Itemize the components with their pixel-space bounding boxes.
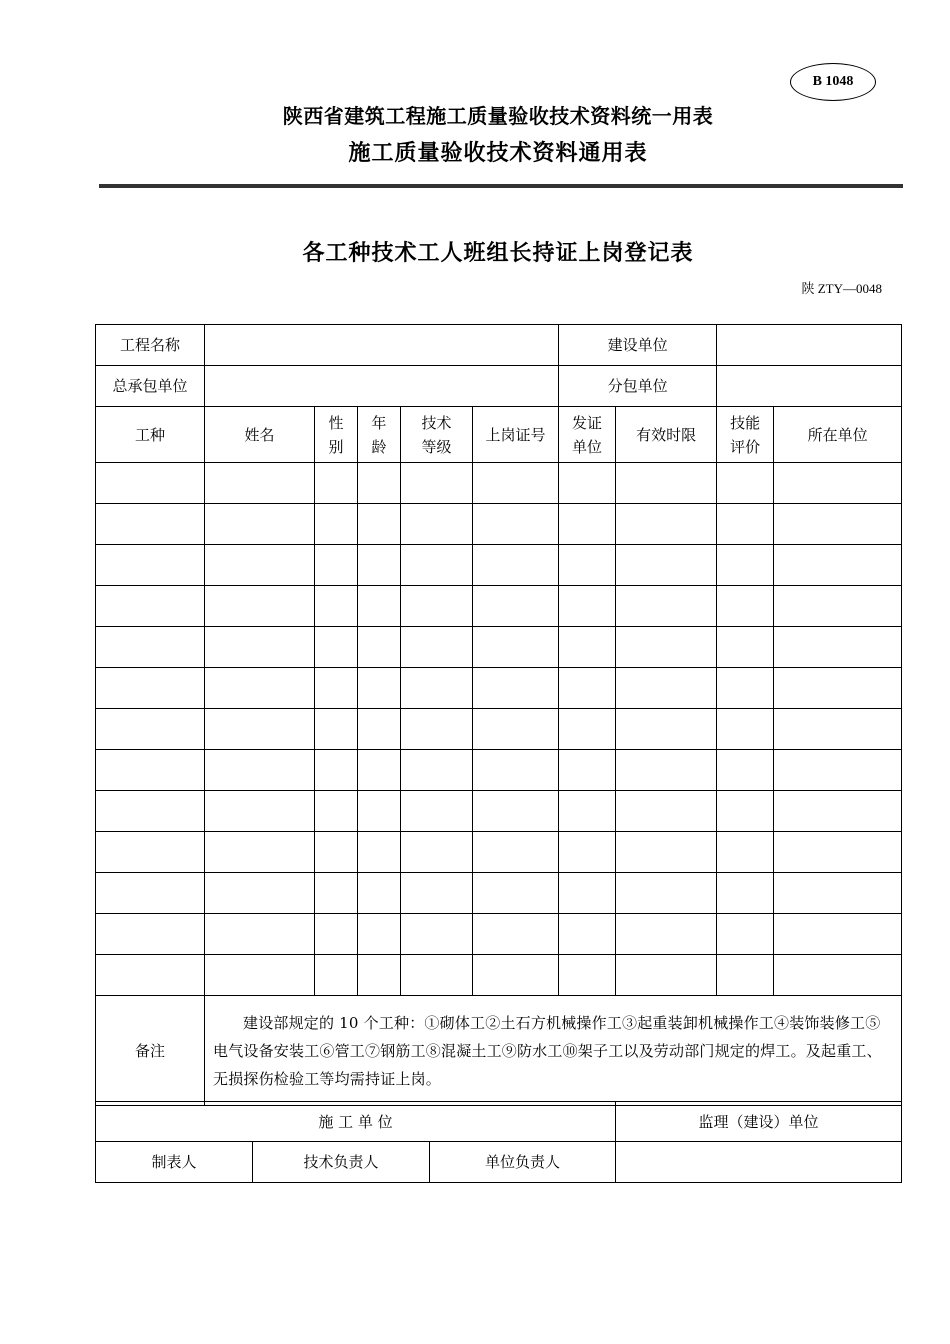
table-cell[interactable] [473,463,559,504]
table-cell[interactable] [717,586,774,627]
owner-field[interactable] [717,325,902,366]
table-cell[interactable] [473,504,559,545]
table-cell[interactable] [559,791,616,832]
table-cell[interactable] [559,668,616,709]
col-header-validity: 有效时限 [616,407,717,463]
table-cell[interactable] [401,627,473,668]
owner-label: 建设单位 [559,325,717,366]
table-row [96,504,902,545]
table-cell[interactable] [315,463,358,504]
table-cell[interactable] [473,914,559,955]
table-cell[interactable] [96,832,205,873]
table-cell[interactable] [616,873,717,914]
table-cell[interactable] [401,750,473,791]
subcontractor-label: 分包单位 [559,366,717,407]
table-cell[interactable] [96,504,205,545]
col-header-tech-grade: 技术 等级 [401,407,473,463]
table-cell[interactable] [616,955,717,996]
info-row-project [96,325,902,366]
table-cell[interactable] [96,586,205,627]
table-cell[interactable] [401,668,473,709]
col-header-age: 年 龄 [358,407,401,463]
table-cell[interactable] [616,791,717,832]
table-cell[interactable] [401,791,473,832]
table-cell[interactable] [559,545,616,586]
table-cell[interactable] [401,955,473,996]
table-row [96,586,902,627]
table-cell[interactable] [717,750,774,791]
table-cell[interactable] [473,668,559,709]
table-cell[interactable] [315,955,358,996]
table-cell[interactable] [559,832,616,873]
table-cell[interactable] [559,586,616,627]
table-cell[interactable] [774,873,902,914]
table-cell[interactable] [205,873,315,914]
table-cell[interactable] [616,463,717,504]
table-cell[interactable] [774,750,902,791]
table-row [96,791,902,832]
table-cell[interactable] [205,627,315,668]
table-cell[interactable] [616,504,717,545]
table-cell[interactable] [205,545,315,586]
table-row [96,668,902,709]
table-row [96,750,902,791]
subcontractor-field[interactable] [717,366,902,407]
table-cell[interactable] [315,832,358,873]
header-line-1: 陕西省建筑工程施工质量验收技术资料统一用表 [282,104,714,128]
project-name-label: 工程名称 [96,325,205,366]
remarks-text: 建设部规定的 10 个工种：①砌体工②土石方机械操作工③起重装卸机械操作工④装饰装修工⑤电气设备安装工⑥管工⑦钢筋工⑧混凝土工⑨防水工⑩架子工以及劳动部门规定的焊工。及起重工、无损探伤检验工等均需持证上岗。 [205,996,902,1106]
table-cell[interactable] [315,750,358,791]
table-cell[interactable] [401,832,473,873]
remarks-label: 备注 [96,996,205,1106]
table-row [96,914,902,955]
table-cell[interactable] [315,586,358,627]
table-cell[interactable] [205,955,315,996]
table-cell[interactable] [774,668,902,709]
supervision-sign-field[interactable] [616,1142,902,1183]
table-cell[interactable] [616,832,717,873]
construction-unit-label: 施 工 单 位 [96,1102,616,1142]
table-cell[interactable] [205,832,315,873]
remarks-row [96,996,902,1106]
table-cell[interactable] [96,545,205,586]
supervision-unit-label: 监理（建设）单位 [616,1102,902,1142]
table-row [96,873,902,914]
info-row-contractor [96,366,902,407]
table-cell[interactable] [774,914,902,955]
table-cell[interactable] [774,791,902,832]
registration-table [95,324,902,1106]
table-cell[interactable] [96,791,205,832]
col-header-gender: 性 别 [315,407,358,463]
table-cell[interactable] [473,586,559,627]
table-cell[interactable] [717,709,774,750]
table-cell[interactable] [205,750,315,791]
table-cell[interactable] [473,709,559,750]
table-cell[interactable] [774,955,902,996]
table-cell[interactable] [205,586,315,627]
table-cell[interactable] [473,627,559,668]
tech-lead-label: 技术负责人 [253,1142,430,1183]
table-cell[interactable] [205,504,315,545]
table-cell[interactable] [717,832,774,873]
table-cell[interactable] [559,750,616,791]
form-code: 陕 ZTY—0048 [801,281,882,296]
table-cell[interactable] [774,709,902,750]
col-header-name: 姓名 [205,407,315,463]
header-divider [99,184,903,188]
table-cell[interactable] [96,914,205,955]
table-cell[interactable] [205,668,315,709]
table-cell[interactable] [315,627,358,668]
table-cell[interactable] [315,504,358,545]
table-cell[interactable] [616,545,717,586]
table-cell[interactable] [96,627,205,668]
table-cell[interactable] [717,668,774,709]
table-row [96,955,902,996]
table-cell[interactable] [358,504,401,545]
table-cell[interactable] [358,545,401,586]
table-cell[interactable] [358,914,401,955]
table-cell[interactable] [401,586,473,627]
table-cell[interactable] [717,914,774,955]
prepared-by-label: 制表人 [96,1142,253,1183]
table-cell[interactable] [96,955,205,996]
table-cell[interactable] [717,873,774,914]
signature-table [95,1101,902,1183]
table-cell[interactable] [717,791,774,832]
table-cell[interactable] [401,545,473,586]
table-cell[interactable] [717,463,774,504]
table-cell[interactable] [473,873,559,914]
general-contractor-label: 总承包单位 [96,366,205,407]
project-name-field[interactable] [205,325,559,366]
table-cell[interactable] [401,709,473,750]
table-cell[interactable] [358,668,401,709]
table-cell[interactable] [616,750,717,791]
table-cell[interactable] [473,545,559,586]
table-cell[interactable] [205,914,315,955]
table-cell[interactable] [774,545,902,586]
table-cell[interactable] [358,586,401,627]
form-number-badge: B 1048 [790,63,876,101]
table-cell[interactable] [616,668,717,709]
table-cell[interactable] [559,627,616,668]
table-row [96,545,902,586]
table-cell[interactable] [205,709,315,750]
table-cell[interactable] [401,504,473,545]
table-cell[interactable] [559,914,616,955]
table-cell[interactable] [315,791,358,832]
table-row [96,832,902,873]
signature-row [96,1142,902,1183]
signature-header-row [96,1102,902,1142]
table-cell[interactable] [616,586,717,627]
table-cell[interactable] [717,504,774,545]
table-cell[interactable] [96,668,205,709]
table-row [96,627,902,668]
table-cell[interactable] [315,545,358,586]
table-cell[interactable] [96,463,205,504]
table-cell[interactable] [358,709,401,750]
table-cell[interactable] [774,504,902,545]
table-cell[interactable] [559,504,616,545]
table-cell[interactable] [96,750,205,791]
table-cell[interactable] [401,873,473,914]
table-cell[interactable] [358,832,401,873]
table-cell[interactable] [473,832,559,873]
unit-lead-label: 单位负责人 [430,1142,616,1183]
table-cell[interactable] [358,463,401,504]
column-header-row [96,407,902,463]
table-cell[interactable] [774,586,902,627]
table-cell[interactable] [473,750,559,791]
col-header-issuer: 发证 单位 [559,407,616,463]
table-cell[interactable] [473,955,559,996]
header-line-2: 施工质量验收技术资料通用表 [348,140,648,166]
table-cell[interactable] [616,709,717,750]
form-title: 各工种技术工人班组长持证上岗登记表 [302,241,694,266]
table-cell[interactable] [358,750,401,791]
table-cell[interactable] [96,709,205,750]
table-cell[interactable] [717,627,774,668]
col-header-trade: 工种 [96,407,205,463]
table-cell[interactable] [774,627,902,668]
table-cell[interactable] [559,873,616,914]
table-row [96,463,902,504]
table-cell[interactable] [96,873,205,914]
table-cell[interactable] [401,463,473,504]
table-cell[interactable] [473,791,559,832]
table-cell[interactable] [559,709,616,750]
table-cell[interactable] [774,832,902,873]
table-cell[interactable] [315,709,358,750]
table-cell[interactable] [717,955,774,996]
table-cell[interactable] [205,463,315,504]
table-cell[interactable] [358,873,401,914]
table-row [96,709,902,750]
table-cell[interactable] [559,463,616,504]
table-cell[interactable] [358,627,401,668]
table-cell[interactable] [616,914,717,955]
table-cell[interactable] [315,873,358,914]
col-header-employer: 所在单位 [774,407,902,463]
general-contractor-field[interactable] [205,366,559,407]
table-cell[interactable] [358,791,401,832]
table-cell[interactable] [205,791,315,832]
table-cell[interactable] [315,668,358,709]
col-header-cert-number: 上岗证号 [473,407,559,463]
col-header-skill-eval: 技能 评价 [717,407,774,463]
table-cell[interactable] [401,914,473,955]
table-cell[interactable] [616,627,717,668]
table-cell[interactable] [717,545,774,586]
table-cell[interactable] [358,955,401,996]
table-cell[interactable] [315,914,358,955]
table-cell[interactable] [559,955,616,996]
table-cell[interactable] [774,463,902,504]
